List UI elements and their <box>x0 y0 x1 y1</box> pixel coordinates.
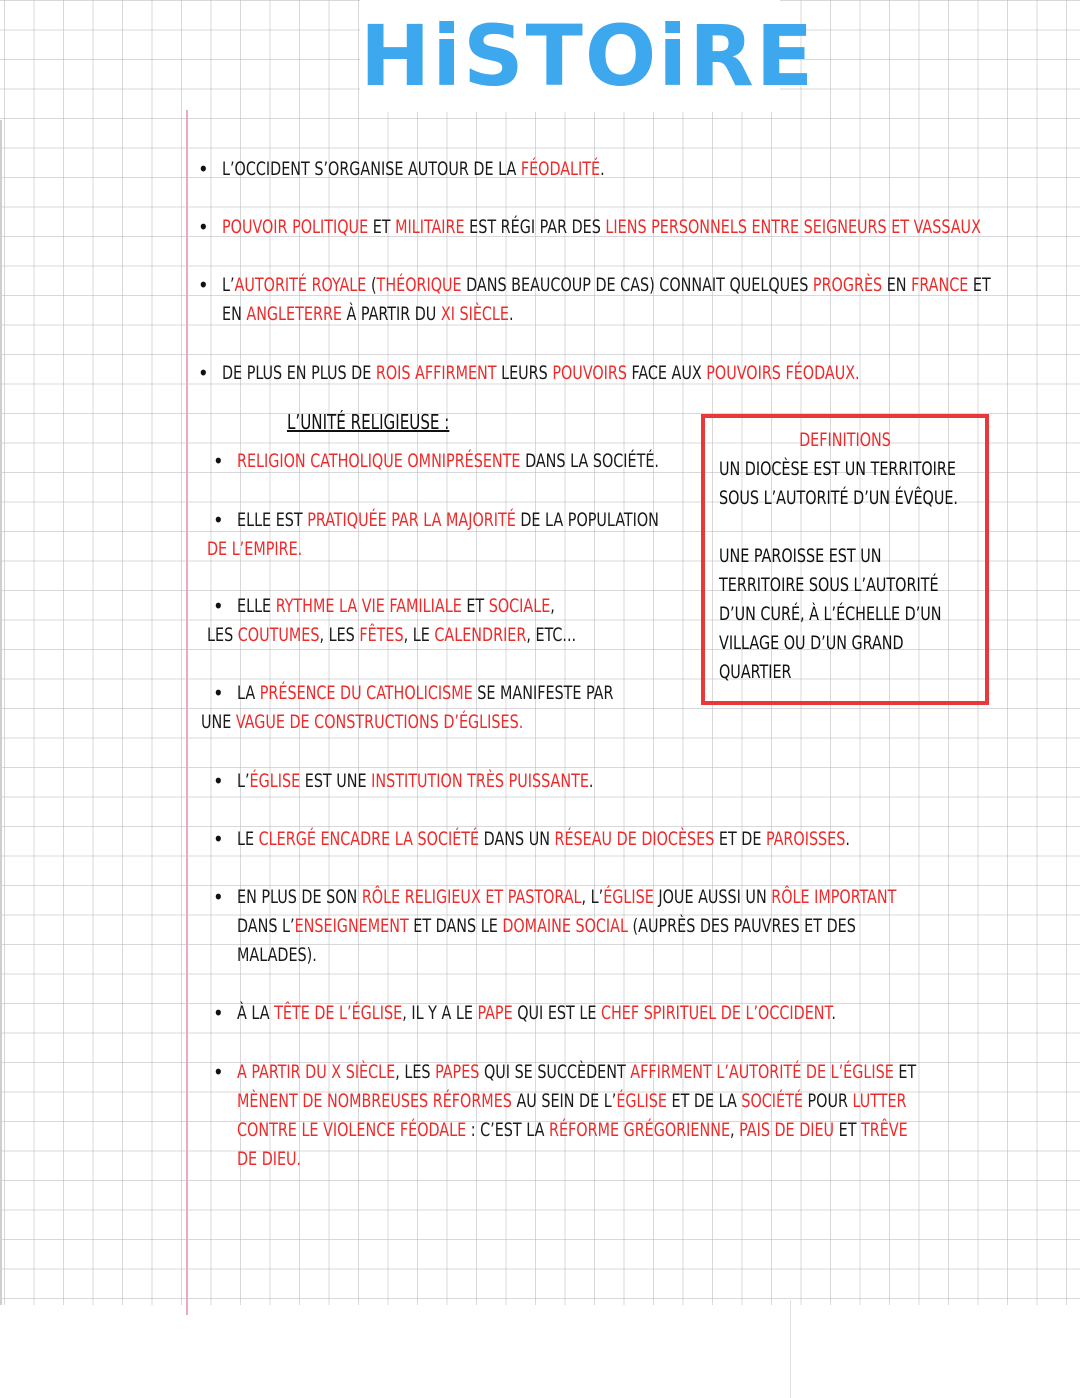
definition-diocese-line: SOUS L’AUTORITÉ D’UN ÉVÊQUE. <box>719 487 959 509</box>
bullet-point: • <box>213 769 224 793</box>
highlighted-text: PAPE <box>477 1002 513 1024</box>
highlighted-text: CALENDRIER <box>434 624 527 646</box>
highlighted-text: ENSEIGNEMENT <box>294 915 409 937</box>
note-text: : C’EST LA <box>466 1119 549 1141</box>
note-text: LEURS <box>496 362 553 384</box>
definitions-box <box>701 414 989 705</box>
highlighted-text: FÉODALITÉ <box>520 158 601 180</box>
note-text: LES <box>207 624 238 646</box>
highlighted-text: AFFIRMENT L’AUTORITÉ DE L’ÉGLISE <box>630 1061 894 1083</box>
note-text: DE LA POPULATION <box>515 509 659 531</box>
definition-paroisse-line: UNE PAROISSE EST UN <box>719 545 882 567</box>
highlighted-text: CLERGÉ ENCADRE LA SOCIÉTÉ <box>258 828 480 850</box>
note-text: , LE <box>403 624 435 646</box>
highlighted-text: RÔLE IMPORTANT <box>771 886 897 908</box>
note-text: JOUE AUSSI UN <box>653 886 772 908</box>
religion-note-line <box>207 621 576 651</box>
highlighted-text: PRATIQUÉE PAR LA MAJORITÉ <box>307 509 516 531</box>
note-text: EN <box>882 274 912 296</box>
highlighted-text: SOCIÉTÉ <box>741 1090 803 1112</box>
note-text: , ETC... <box>526 624 577 646</box>
highlighted-text: RÉFORME GRÉGORIENNE <box>548 1119 731 1141</box>
church-note-line <box>237 883 896 913</box>
bullet-point: • <box>213 449 224 473</box>
highlighted-text: RELIGION CATHOLIQUE OMNIPRÉSENTE <box>237 450 521 472</box>
note-text: LA <box>237 682 260 704</box>
note-text: EST UNE <box>300 770 372 792</box>
highlighted-text: CHEF SPIRITUEL DE L’OCCIDENT <box>600 1002 832 1024</box>
note-text: . <box>831 1002 836 1024</box>
bullet-point: • <box>213 508 224 532</box>
church-note-line <box>237 941 317 971</box>
bullet-point: • <box>213 827 224 851</box>
note-text: EN <box>222 303 247 325</box>
bullet-point: • <box>198 157 209 181</box>
note-text: , <box>550 595 555 617</box>
page-title: HiSTOiRE <box>360 7 816 105</box>
intro-note-line <box>222 271 991 301</box>
note-text: POUR <box>802 1090 853 1112</box>
note-text: ET <box>461 595 489 617</box>
note-text: EN PLUS DE SON <box>237 886 362 908</box>
definitions-title: DEFINITIONS <box>799 429 891 451</box>
highlighted-text: DOMAINE SOCIAL <box>502 915 628 937</box>
highlighted-text: PAROISSES <box>765 828 846 850</box>
religion-note-line <box>237 679 613 709</box>
highlighted-text: RÉSEAU DE DIOCÈSES <box>554 828 715 850</box>
highlighted-text: INSTITUTION TRÈS PUISSANTE <box>371 770 589 792</box>
highlighted-text: XI SIÈCLE <box>440 303 510 325</box>
highlighted-text: DE DIEU. <box>237 1148 302 1170</box>
intro-note-line <box>222 213 981 243</box>
definition-paroisse-line: D’UN CURÉ, À L’ÉCHELLE D’UN <box>719 603 942 625</box>
highlighted-text: POUVOIR POLITIQUE <box>222 216 369 238</box>
highlighted-text: TRÊVE <box>861 1119 908 1141</box>
religion-note-line <box>207 535 302 565</box>
church-note-line <box>237 825 850 855</box>
note-text: FACE AUX <box>626 362 707 384</box>
highlighted-text: PROGRÈS <box>812 274 883 296</box>
highlighted-text: A PARTIR DU X SIÈCLE <box>237 1061 396 1083</box>
note-text: DANS UN <box>479 828 555 850</box>
highlighted-text: MILITAIRE <box>395 216 465 238</box>
note-text: ELLE <box>237 595 276 617</box>
church-note-line <box>237 1145 301 1175</box>
bullet-point: • <box>198 273 209 297</box>
highlighted-text: FRANCE <box>911 274 969 296</box>
religion-note-line <box>237 506 659 536</box>
highlighted-text: SOCIALE <box>488 595 551 617</box>
highlighted-text: CONTRE LE VIOLENCE FÉODALE <box>237 1119 467 1141</box>
highlighted-text: ÉGLISE <box>616 1090 667 1112</box>
intro-note-line <box>222 300 514 330</box>
intro-note-line <box>222 359 860 389</box>
church-note-line <box>237 1087 907 1117</box>
highlighted-text: DE L’EMPIRE. <box>207 538 303 560</box>
church-note-line <box>237 1058 916 1088</box>
highlighted-text: THÉORIQUE <box>376 274 462 296</box>
note-text: DANS BEAUCOUP DE CAS) CONNAIT QUELQUES <box>461 274 813 296</box>
page-divider <box>790 1300 791 1398</box>
note-text: ET <box>968 274 991 296</box>
note-text: L’OCCIDENT S’ORGANISE AUTOUR DE LA <box>222 158 521 180</box>
religion-note-line <box>201 708 523 738</box>
note-text: MALADES). <box>237 944 317 966</box>
bullet-point: • <box>213 885 224 909</box>
bullet-point: • <box>213 594 224 618</box>
highlighted-text: ÉGLISE <box>603 886 654 908</box>
note-text: L’ <box>237 770 250 792</box>
church-note-line <box>237 767 594 797</box>
note-text: UNE <box>201 711 236 733</box>
definition-paroisse-line: QUARTIER <box>719 661 792 683</box>
highlighted-text: POUVOIRS <box>552 362 627 384</box>
note-text: , LES <box>319 624 360 646</box>
margin-line <box>186 110 188 1315</box>
bullet-point: • <box>213 681 224 705</box>
highlighted-text: LUTTER <box>852 1090 907 1112</box>
paper-edge <box>0 120 2 1305</box>
note-text: ET DE LA <box>666 1090 742 1112</box>
highlighted-text: ROIS AFFIRMENT <box>375 362 497 384</box>
note-text: . <box>588 770 594 792</box>
note-text: SE MANIFESTE PAR <box>472 682 614 704</box>
note-text: ET <box>834 1119 862 1141</box>
definition-paroisse-line: TERRITOIRE SOUS L’AUTORITÉ <box>719 574 939 596</box>
note-text: À PARTIR DU <box>341 303 441 325</box>
definition-paroisse-line: VILLAGE OU D’UN GRAND <box>719 632 904 654</box>
note-text: ELLE EST <box>237 509 308 531</box>
bullet-point: • <box>198 361 209 385</box>
highlighted-text: COUTUMES <box>237 624 320 646</box>
note-text: ET <box>368 216 396 238</box>
note-text: , LES <box>395 1061 436 1083</box>
note-text: À LA <box>237 1002 275 1024</box>
church-note-line <box>237 912 856 942</box>
church-note-line <box>237 999 836 1029</box>
highlighted-text: LIENS PERSONNELS ENTRE SEIGNEURS ET VASSAUX <box>605 216 981 238</box>
highlighted-text: TÊTE DE L’ÉGLISE <box>274 1002 403 1024</box>
note-text: . <box>509 303 514 325</box>
highlighted-text: MÈNENT DE NOMBREUSES RÉFORMES <box>237 1090 512 1112</box>
religion-note-line <box>237 592 555 622</box>
religion-note-line <box>237 447 659 477</box>
highlighted-text: RYTHME LA VIE FAMILIALE <box>275 595 462 617</box>
note-text: . <box>845 828 850 850</box>
note-text: DE PLUS EN PLUS DE <box>222 362 376 384</box>
note-text: , <box>730 1119 740 1141</box>
note-text: , L’ <box>581 886 604 908</box>
note-text: ( <box>366 274 377 296</box>
bullet-point: • <box>213 1001 224 1025</box>
note-text: DANS L’ <box>237 915 295 937</box>
note-text: AU SEIN DE L’ <box>511 1090 617 1112</box>
note-text: ET DE <box>714 828 766 850</box>
highlighted-text: PAPES <box>435 1061 480 1083</box>
highlighted-text: FÊTES <box>359 624 404 646</box>
highlighted-text: PAIS DE DIEU <box>739 1119 835 1141</box>
note-text: ET <box>893 1061 917 1083</box>
note-text: L’ <box>222 274 235 296</box>
highlighted-text: VAGUE DE CONSTRUCTIONS D’ÉGLISES. <box>235 711 524 733</box>
note-text: ET DANS LE <box>408 915 503 937</box>
highlighted-text: POUVOIRS FÉODAUX. <box>706 362 860 384</box>
highlighted-text: RÔLE RELIGIEUX ET PASTORAL <box>361 886 582 908</box>
highlighted-text: ÉGLISE <box>249 770 301 792</box>
page-bottom <box>0 1305 1080 1398</box>
bullet-point: • <box>213 1060 224 1084</box>
highlighted-text: ANGLETERRE <box>246 303 342 325</box>
note-text: EST RÉGI PAR DES <box>464 216 606 238</box>
definition-diocese-line: UN DIOCÈSE EST UN TERRITOIRE <box>719 458 956 480</box>
note-text: LE <box>237 828 259 850</box>
note-text: , IL Y A LE <box>402 1002 478 1024</box>
section-subheading: L’UNITÉ RELIGIEUSE : <box>287 410 450 434</box>
note-text: (AUPRÈS DES PAUVRES ET DES <box>627 915 856 937</box>
highlighted-text: PRÉSENCE DU CATHOLICISME <box>259 682 473 704</box>
note-text: QUI SE SUCCÈDENT <box>479 1061 631 1083</box>
note-text: . <box>600 158 605 180</box>
intro-note-line <box>222 155 605 185</box>
bullet-point: • <box>198 215 209 239</box>
note-text: QUI EST LE <box>512 1002 601 1024</box>
note-text: DANS LA SOCIÉTÉ. <box>520 450 659 472</box>
highlighted-text: AUTORITÉ ROYALE <box>234 274 367 296</box>
church-note-line <box>237 1116 908 1146</box>
